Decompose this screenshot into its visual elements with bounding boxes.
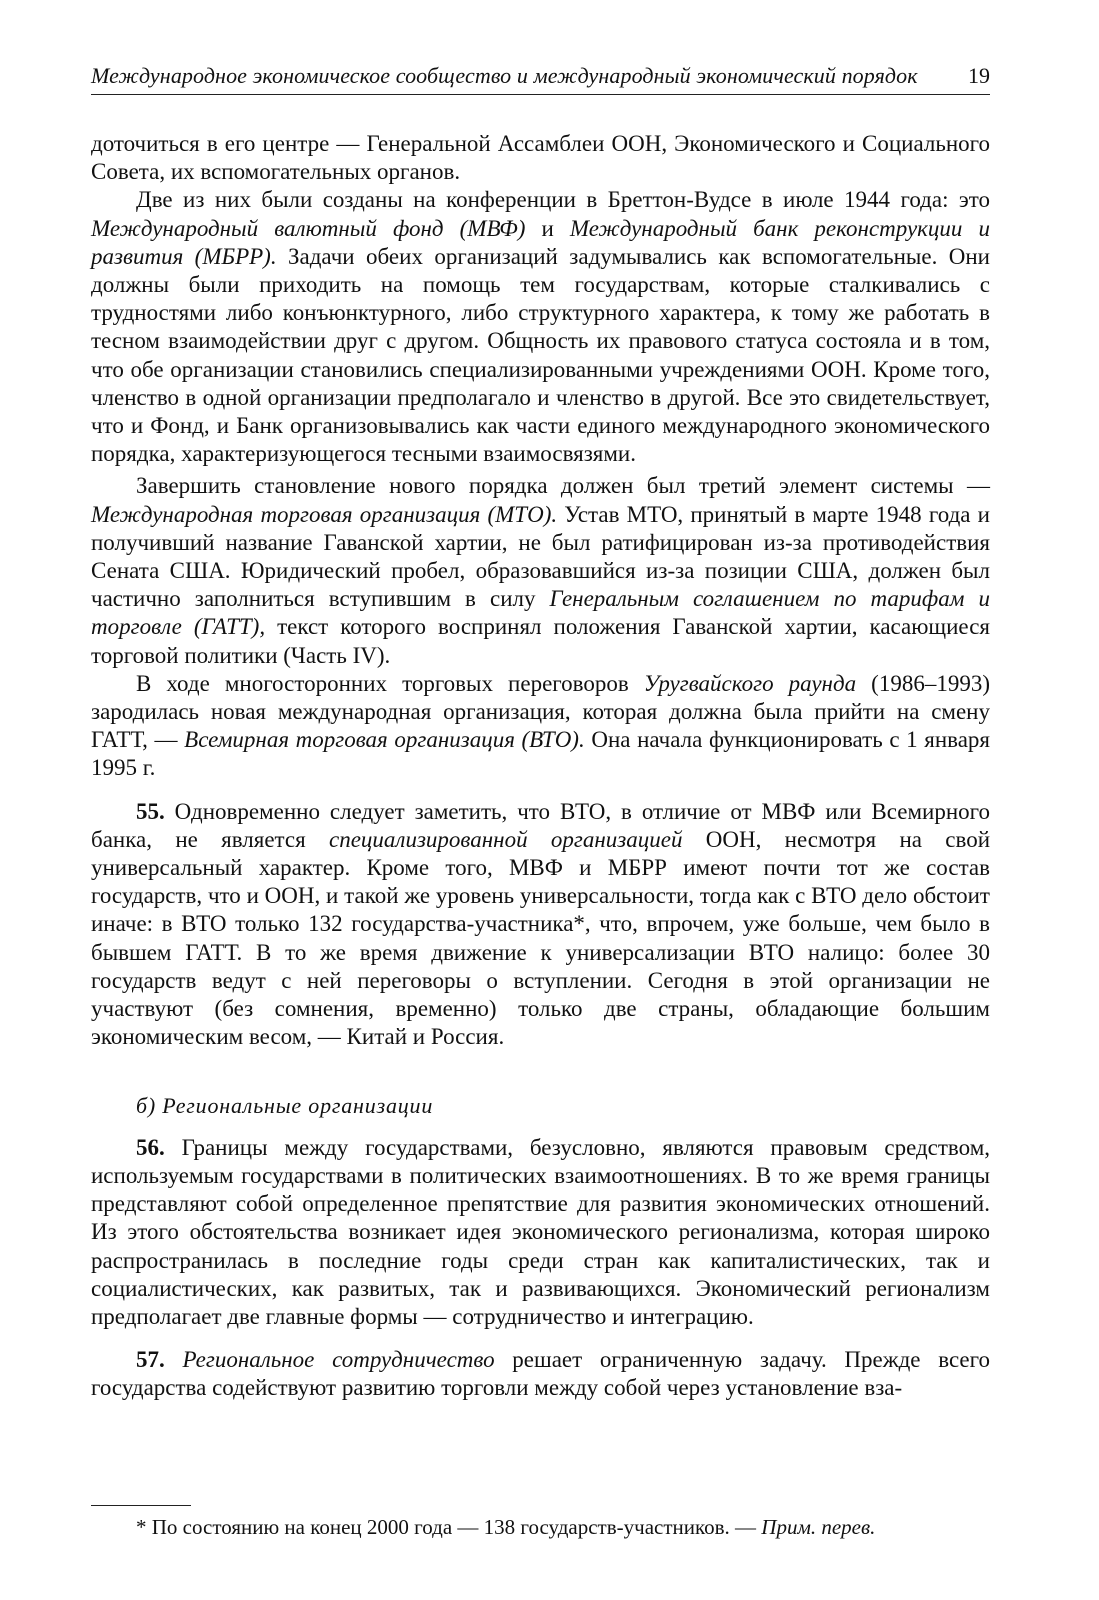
- section-heading: б) Региональные организации: [136, 1092, 434, 1118]
- paragraph-number: 55.: [136, 798, 165, 824]
- paragraph-55: [91, 798, 990, 1052]
- text-run: Одновременно следует заметить, что ВТО, в отличие от МВФ или Всемирного банка, не является: [91, 798, 990, 852]
- page-body: [91, 130, 990, 1403]
- text-run: (1986–1993) зародилась новая международная организация, которая должна была прийти на смену ГАТТ, —: [91, 670, 990, 753]
- footnote-rule: [91, 1505, 191, 1506]
- text-run: и: [525, 215, 570, 241]
- text-run: доточиться в его центре — Генеральной Ассамблеи ООН, Экономического и Социального Совета, их вспомогательных органов.: [91, 131, 990, 185]
- paragraph-number: 56.: [136, 1134, 165, 1160]
- text-run: решает ограниченную задачу. Прежде всего государства содействуют развитию торговли между собой через установление вза-: [91, 1347, 991, 1401]
- paragraph-continuation: [91, 130, 990, 186]
- term-wto: Всемирная торговая организация (ВТО).: [184, 727, 585, 753]
- text-run: * По состоянию на конец 2000 года — 138 государств-участников. —: [136, 1515, 762, 1539]
- text-run: Задачи обеих организаций задумывались как вспомогательные. Они должны были приходить на помощь тем государствам, которые сталкивались с трудностями либо конъюнктурного, либо структурного характера, к тому же работать в тесном взаимодействии друг с другом. Общность их правового статуса состояла и в том, что обе организации становились специализированными учреждениями ООН. Кроме того, членство в одной организации предполагало и членство в другой. Все это свидетельствует, что и Фонд, и Банк организовывались как части единого международного экономического порядка, характеризующегося тесными взаимосвязями.: [91, 243, 990, 467]
- paragraph-ito: [91, 472, 990, 669]
- translator-note: Прим. перев.: [761, 1515, 876, 1539]
- footnote: [91, 1514, 990, 1540]
- term-imf: Международный валютный фонд (МВФ): [91, 215, 526, 241]
- text-run: ООН, несмотря на свой универсальный характер. Кроме того, МВФ и МБРР имеют почти тот же состав государств, что и ООН, и такой же уровень универсальности, тогда как с ВТО дело обстоит иначе: в ВТО только 132 государства-участника*, что, впрочем, уже больше, чем было в бывшем ГАТТ. В то же время движение к универсализации ВТО налицо: более 30 государств ведут с ней переговоры о вступлении. Сегодня в этой организации не участвуют (без сомнения, временно) только две страны, обладающие большим экономическим весом, — Китай и Россия.: [91, 826, 990, 1050]
- running-head: [91, 64, 990, 95]
- page-number: 19: [968, 63, 990, 88]
- term-specialized-agency: специализированной организацией: [329, 826, 683, 852]
- text-run: Устав МТО, принятый в марте 1948 года и получивший название Гаванской хартии, не был ратифицирован из-за противодействия Сената США. Юридический пробел, образовавшийся из-за позиции США, должен был частично заполниться вступившим в силу: [91, 501, 990, 612]
- text-run: текст которого воспринял положения Гаванской хартии, касающиеся торговой политики (Часть IV).: [91, 614, 991, 668]
- running-title: Международное экономическое сообщество и международный экономический порядок: [91, 63, 918, 88]
- term-regional-cooperation: Региональное сотрудничество: [182, 1347, 495, 1373]
- text-run: В ходе многосторонних торговых переговоров: [136, 670, 644, 696]
- text-run: Она начала функционировать с 1 января 1995 г.: [91, 727, 990, 781]
- term-ito: Международная торговая организация (МТО).: [91, 501, 558, 527]
- text-run: Две из них были созданы на конференции в Бреттон-Вудсе в июле 1944 года: это: [136, 187, 990, 213]
- paragraph-56: [91, 1134, 990, 1331]
- paragraph-number: 57.: [136, 1347, 165, 1373]
- paragraph-uruguay-round: [91, 670, 990, 783]
- text-run: Завершить становление нового порядка должен был третий элемент системы —: [136, 473, 990, 499]
- text-run: Границы между государствами, безусловно, являются правовым средством, используемым государствами в политических взаимоотношениях. В то же время границы представляют собой определенное препятствие для развития экономических отношений. Из этого обстоятельства возникает идея экономического регионализма, которая широко распространилась в последние годы среди стран как капиталистических, так и социалистических, как развитых, так и развивающихся. Экономический регионализм предполагает две главные формы — сотрудничество и интеграцию.: [91, 1134, 990, 1329]
- term-ibrd: Международный банк реконструкции и развития (МБРР).: [91, 215, 990, 269]
- paragraph-57: [91, 1346, 990, 1402]
- paragraph-bretton-woods: [91, 186, 990, 468]
- term-gatt: Генеральным соглашением по тарифам и торговле (ГАТТ),: [91, 586, 990, 640]
- term-uruguay-round: Уругвайского раунда: [643, 670, 857, 696]
